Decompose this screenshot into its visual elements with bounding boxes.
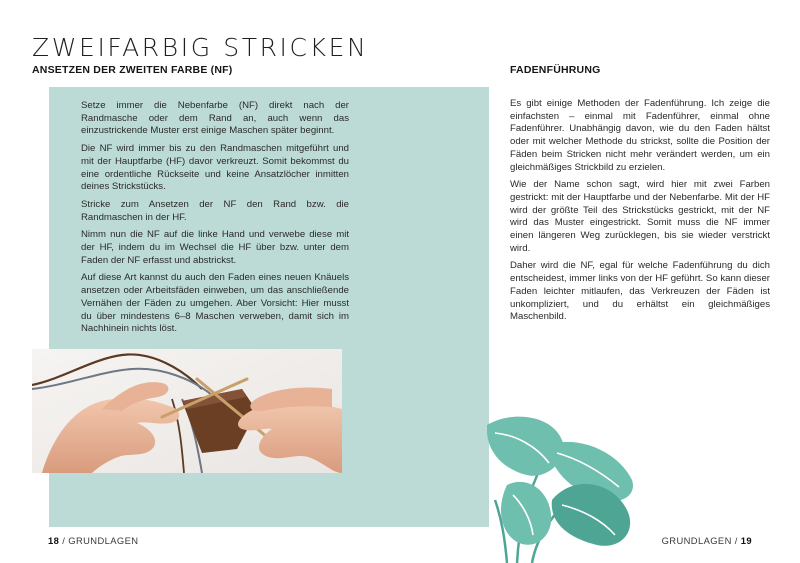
knitting-hands-photo bbox=[32, 349, 342, 473]
paragraph: Auf diese Art kannst du auch den Faden eines neuen Knäuels ansetzen oder Arbeitsfäden einweben, um das anschließende Vernähen der Fäden zu umgehen. Aber Vorsicht: Hier musst du über mindestens 6–8 Maschen verweben, damit sich im Nachhinein nichts löst. bbox=[81, 272, 349, 335]
section-title-fadenfuehrung: FADENFÜHRUNG bbox=[510, 64, 601, 76]
paragraph: Wie der Name schon sagt, wird hier mit zwei Farben gestrickt: mit der Hauptfarbe und der Nebenfarbe. Mit der HF wird der größte Teil des Strickstücks gestrickt, mit der NF wird das Muster eingestrickt. Somit muss die NF immer einen längeren Weg zurücklegen, bis sie wieder verstrickt wird. bbox=[510, 179, 770, 254]
page-number: 19 bbox=[740, 535, 752, 546]
section-title-ansetzen: ANSETZEN DER ZWEITEN FARBE (NF) bbox=[32, 64, 233, 76]
folio-label: GRUNDLAGEN / bbox=[661, 535, 741, 546]
right-body-text bbox=[510, 98, 770, 329]
monstera-plant-icon bbox=[487, 405, 657, 563]
paragraph: Nimm nun die NF auf die linke Hand und verwebe diese mit der HF, indem du im Wechsel die HF über bzw. unter dem Faden der NF erfasst und abstrickst. bbox=[81, 229, 349, 266]
page-title: ZWEIFARBIG STRICKEN bbox=[32, 33, 369, 62]
hands-knitting-photo-icon bbox=[32, 349, 342, 473]
folio-right bbox=[662, 535, 752, 546]
paragraph: Setze immer die Nebenfarbe (NF) direkt nach der Randmasche oder dem Rand an, auch wenn das einzustrickende Muster erst einige Maschen später beginnt. bbox=[81, 100, 349, 137]
plant-illustration bbox=[487, 405, 657, 563]
page-number: 18 bbox=[48, 535, 60, 546]
paragraph: Daher wird die NF, egal für welche Fadenführung du dich entscheidest, immer links von der HF geführt. So kann dieser Faden leichter mitlaufen, das Verkreuzen der Fäden ist unkompliziert, und du erhältst ein gleichmäßiges Maschenbild. bbox=[510, 260, 770, 323]
folio-label: / GRUNDLAGEN bbox=[59, 535, 139, 546]
left-body-text bbox=[81, 100, 349, 341]
folio-left bbox=[48, 535, 138, 546]
paragraph: Stricke zum Ansetzen der NF den Rand bzw. die Randmaschen in der HF. bbox=[81, 198, 349, 223]
paragraph: Die NF wird immer bis zu den Randmaschen mitgeführt und mit der Hauptfarbe (HF) davor verkreuzt. Somit bekommst du eine ordentliche Rückseite und keine Ansatzlöcher inmitten deines Strickstücks. bbox=[81, 143, 349, 193]
paragraph: Es gibt einige Methoden der Fadenführung. Ich zeige die einfachsten – einmal mit Fadenführer, einmal ohne Fadenführer. Unabhängig davon, wie du den Faden hältst oder mit welcher Methode du strickst, sollte die Position der Fäden beim Stricken nicht mehr verändert werden, um ein gleichmäßiges Strickbild zu erzielen. bbox=[510, 98, 770, 173]
